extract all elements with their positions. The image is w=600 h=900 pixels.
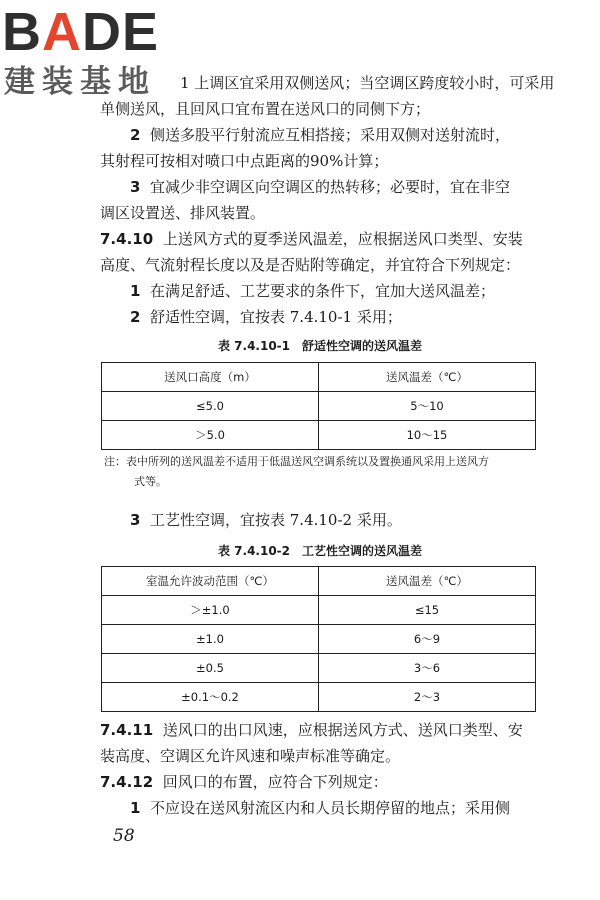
table-cell: ±0.1～0.2 — [102, 683, 319, 712]
table-cell: 10～15 — [319, 421, 536, 450]
section-7-4-12-item-1: 1 不应设在送风射流区内和人员长期停留的地点；采用侧 — [130, 799, 510, 817]
table-header-cell: 送风温差（℃） — [319, 363, 536, 392]
page-number: 58 — [113, 826, 135, 846]
table-cell: ≤5.0 — [102, 392, 319, 421]
bade-logo — [2, 4, 177, 114]
section-7-4-12-line-1: 7.4.12 回风口的布置，应符合下列规定： — [100, 773, 388, 791]
item-2: 2 舒适性空调，宜按表 7.4.10-1 采用； — [130, 308, 402, 326]
table-cell: 6～9 — [319, 625, 536, 654]
table-2 — [101, 566, 536, 712]
table-row — [102, 421, 536, 450]
table-cell: ＞5.0 — [102, 421, 319, 450]
table-1-caption: 表 7.4.10-1 舒适性空调的送风温差 — [217, 339, 423, 353]
clause-3-line-1: 3 宜减少非空调区向空调区的热转移；必要时，宜在非空 — [130, 178, 510, 196]
item-3: 3 工艺性空调，宜按表 7.4.10-2 采用。 — [130, 511, 402, 529]
clause-1-line-2: 单侧送风，且回风口宜布置在送风口的同侧下方； — [100, 100, 431, 118]
note-line-1: 注：表中所列的送风温差不适用于低温送风空调系统以及置换通风采用上送风方 — [104, 455, 489, 468]
table-1-note — [104, 452, 546, 492]
table-row — [102, 625, 536, 654]
table-cell: ＞±1.0 — [102, 596, 319, 625]
logo-wordmark: BADE — [2, 2, 160, 62]
table-cell: 5～10 — [319, 392, 536, 421]
table-header-row — [102, 363, 536, 392]
section-7-4-11-line-1: 7.4.11 送风口的出口风速，应根据送风方式、送风口类型、安 — [100, 721, 523, 739]
table-cell: ±1.0 — [102, 625, 319, 654]
section-7-4-10-line-1: 7.4.10 上送风方式的夏季送风温差，应根据送风口类型、安装 — [100, 230, 523, 248]
table-cell: 2～3 — [319, 683, 536, 712]
table-cell: 3～6 — [319, 654, 536, 683]
item-1: 1 在满足舒适、工艺要求的条件下，宜加大送风温差； — [130, 282, 495, 300]
clause-1-line-1: 1 上调区宜采用双侧送风；当空调区跨度较小时，可采用 — [180, 74, 555, 92]
clause-2-line-1: 2 侧送多股平行射流应互相搭接；采用双侧对送射流时， — [130, 126, 510, 144]
table-header-cell: 送风温差（℃） — [319, 567, 536, 596]
table-row — [102, 683, 536, 712]
table-header-cell: 送风口高度（m） — [102, 363, 319, 392]
table-cell: ±0.5 — [102, 654, 319, 683]
section-7-4-10-line-2: 高度、气流射程长度以及是否贴附等确定，并宜符合下列规定： — [100, 256, 521, 274]
table-row — [102, 392, 536, 421]
table-header-row — [102, 567, 536, 596]
section-7-4-11-line-2: 装高度、空调区允许风速和噪声标准等确定。 — [100, 747, 401, 765]
table-2-caption: 表 7.4.10-2 工艺性空调的送风温差 — [217, 544, 423, 558]
clause-3-line-2: 调区设置送、排风装置。 — [100, 204, 266, 222]
clause-2-line-2: 其射程可按相对喷口中点距离的90%计算； — [100, 152, 389, 170]
table-header-cell: 室温允许波动范围（℃） — [102, 567, 319, 596]
logo-subtitle: 建装基地 — [4, 64, 156, 100]
table-row — [102, 596, 536, 625]
table-1 — [101, 362, 536, 450]
table-cell: ≤15 — [319, 596, 536, 625]
table-row — [102, 654, 536, 683]
note-line-2: 式等。 — [134, 475, 167, 488]
